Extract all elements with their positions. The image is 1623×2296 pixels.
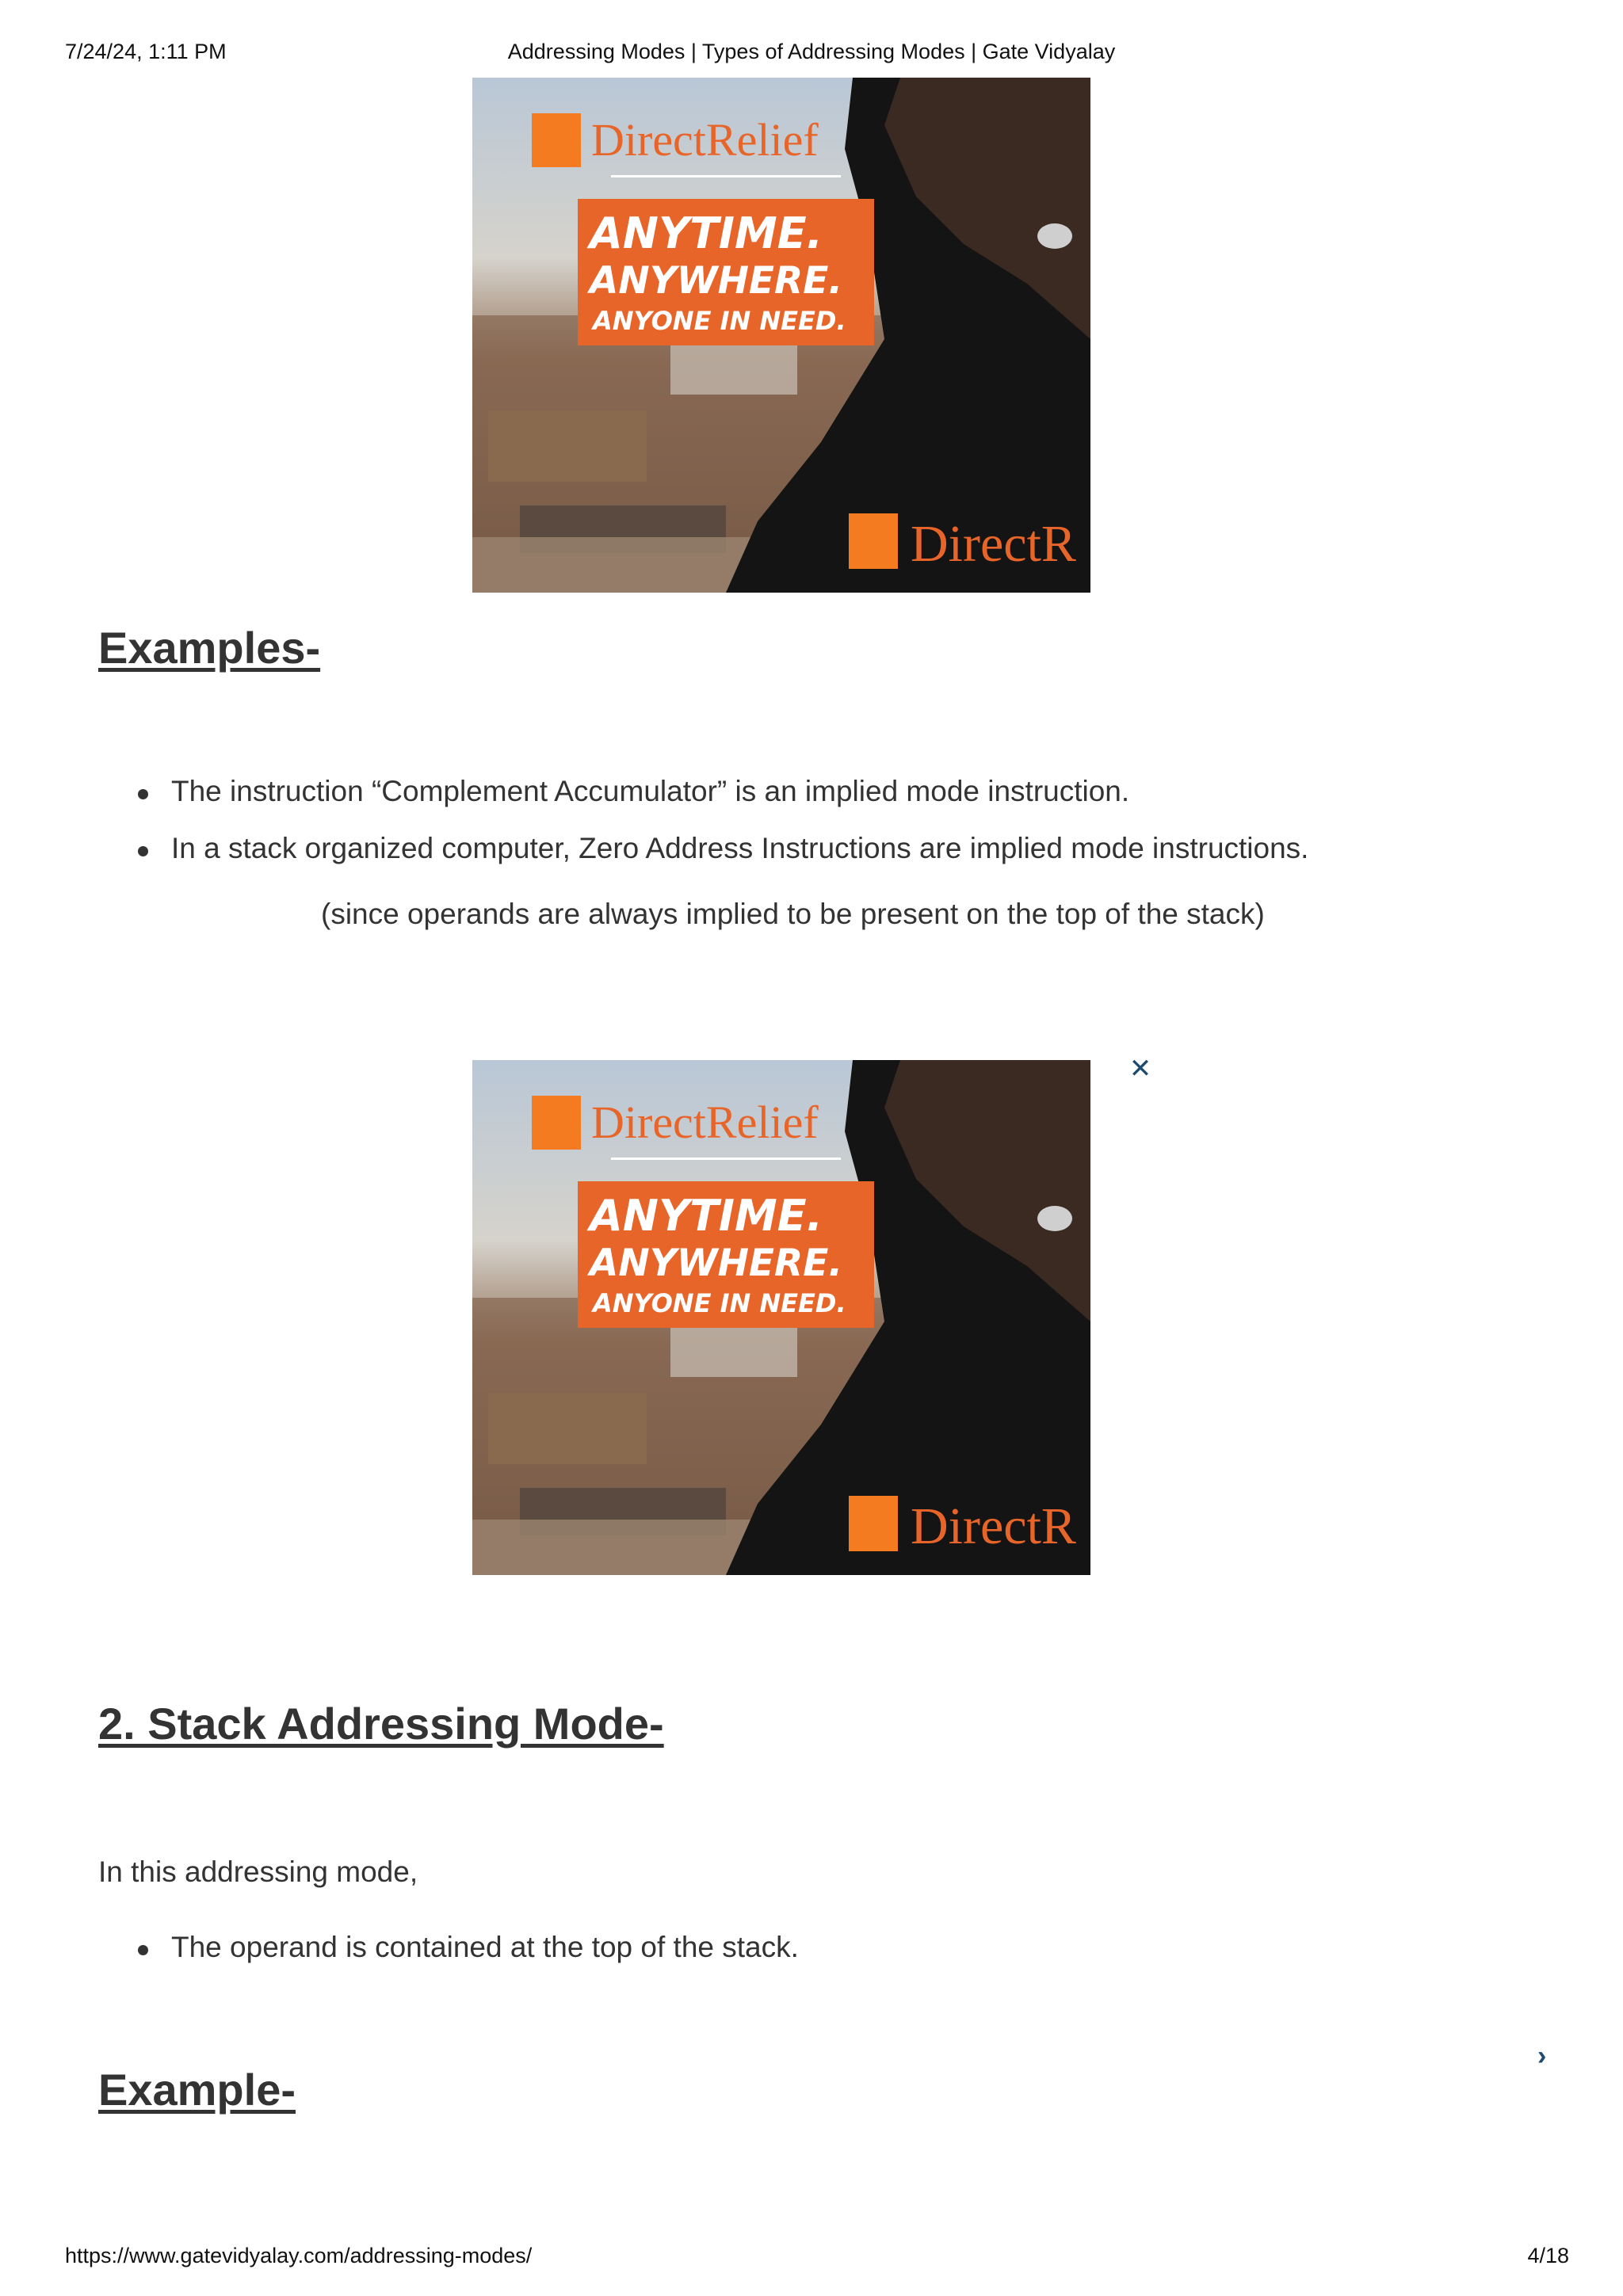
ad-brand-logo-text: DirectRelief [591, 114, 819, 166]
print-datetime: 7/24/24, 1:11 PM [65, 40, 227, 63]
close-ad-icon[interactable]: ✕ [1128, 1054, 1152, 1084]
page-number: 4/18 [1527, 2244, 1569, 2267]
ad-line-2: ANYWHERE. [590, 259, 843, 303]
ad-line-1: ANYTIME. [590, 1191, 823, 1241]
examples-heading: Examples- [98, 623, 321, 673]
list-item-text: In a stack organized computer, Zero Address Instructions are implied mode instructions. [171, 832, 1309, 864]
ad-shirt-logo-text: DirectR [911, 515, 1076, 573]
stack-addressing-heading: 2. Stack Addressing Mode- [98, 1699, 664, 1749]
list-item-text: The operand is contained at the top of the stack. [171, 1931, 799, 1963]
list-item-text: The instruction “Complement Accumulator” is an implied mode instruction. [171, 775, 1130, 807]
bullet-icon [138, 789, 148, 799]
bullet-icon [138, 1945, 148, 1955]
ad-line-2: ANYWHERE. [590, 1241, 843, 1285]
expand-ad-icon[interactable]: › [1537, 2041, 1547, 2071]
ad-line-3: ANYONE IN NEED. [593, 1288, 846, 1318]
print-page-title: Addressing Modes | Types of Addressing Modes | Gate Vidyalay [507, 40, 1116, 63]
ad-image [472, 78, 1090, 593]
bullet-icon [138, 846, 148, 856]
ad-line-1: ANYTIME. [590, 208, 823, 258]
advertisement-banner[interactable] [472, 1060, 1090, 1575]
ad-brand-logo-text: DirectRelief [591, 1097, 819, 1148]
examples-note: (since operands are always implied to be present on the top of the stack) [321, 898, 1265, 930]
ad-shirt-logo-text: DirectR [911, 1497, 1076, 1555]
stack-intro-text: In this addressing mode, [98, 1855, 418, 1888]
ad-image [472, 1060, 1090, 1575]
advertisement-banner[interactable] [472, 78, 1090, 593]
page-url: https://www.gatevidyalay.com/addressing-modes/ [65, 2244, 533, 2267]
ad-line-3: ANYONE IN NEED. [593, 306, 846, 336]
example-heading: Example- [98, 2065, 296, 2115]
